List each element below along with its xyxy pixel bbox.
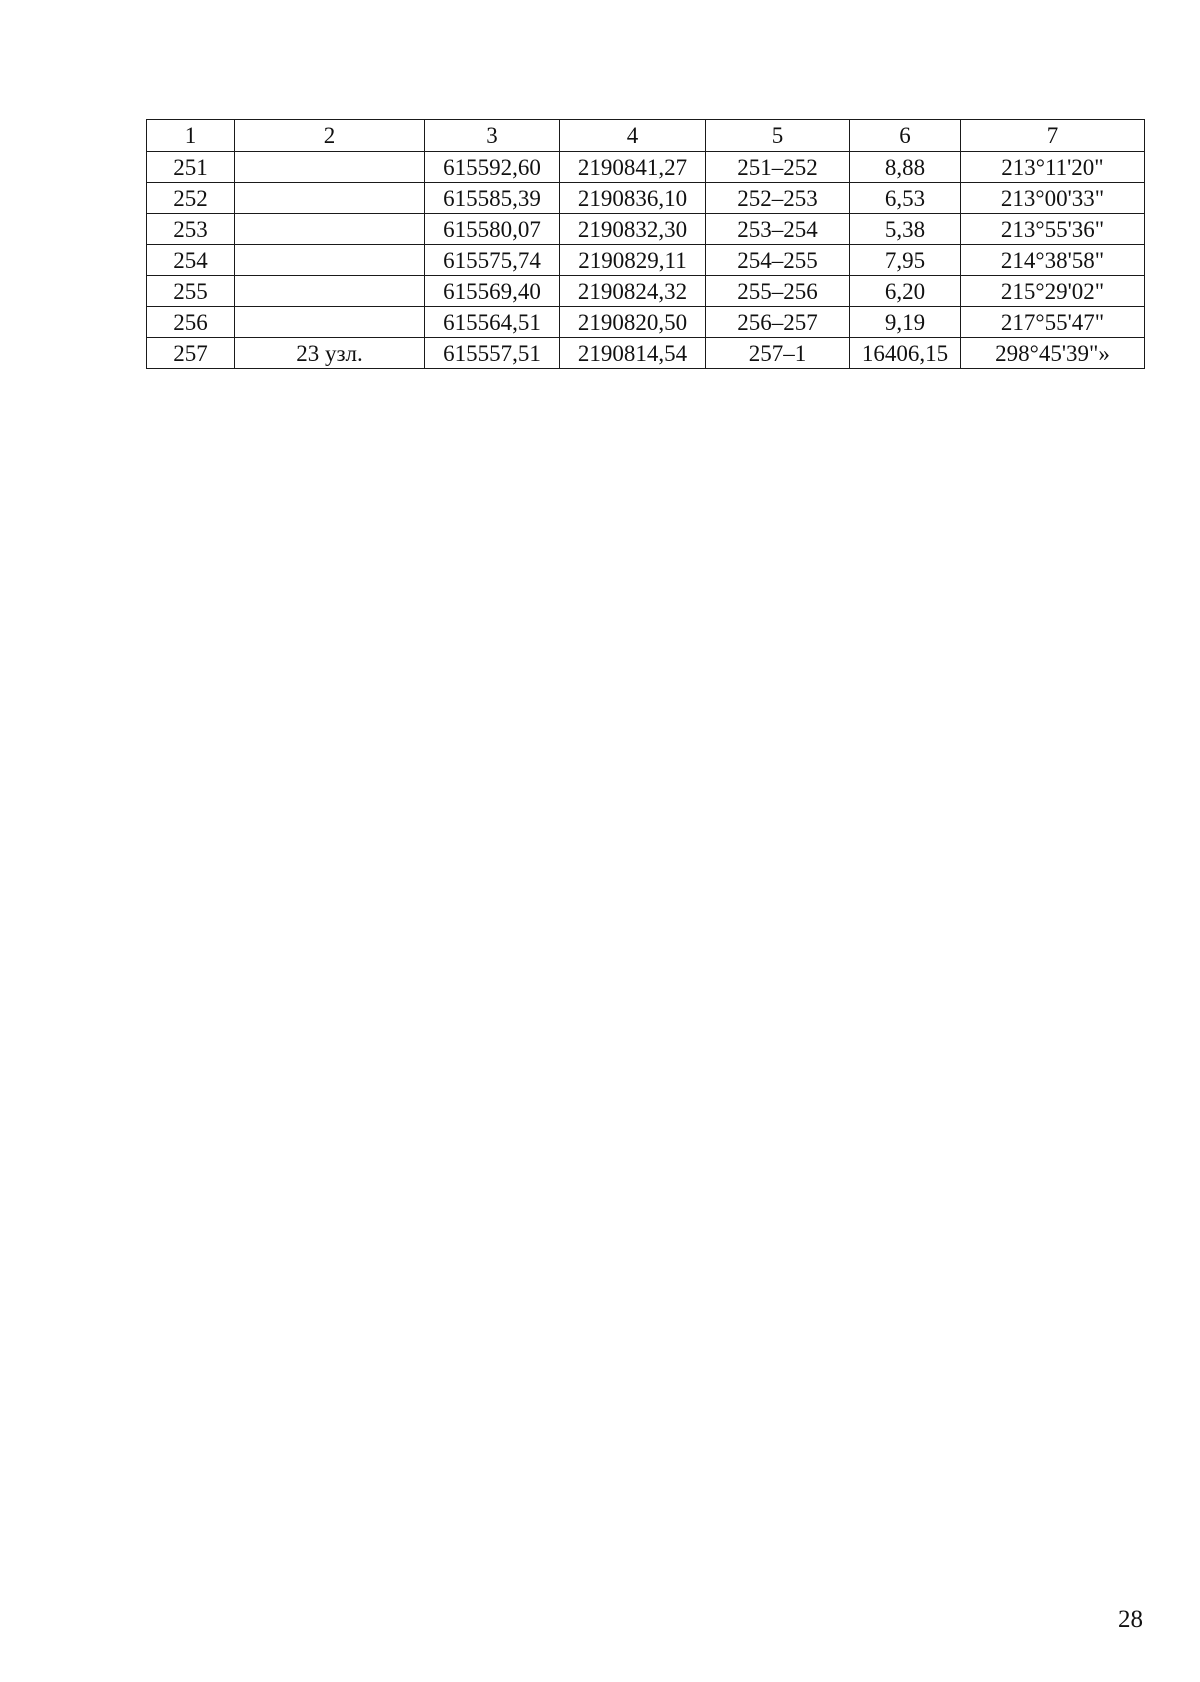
note-cell	[235, 214, 425, 245]
point-number-cell: 256	[147, 307, 235, 338]
table-row	[147, 245, 1145, 276]
point-number-cell: 255	[147, 276, 235, 307]
table-row	[147, 152, 1145, 183]
header-cell: 2	[235, 120, 425, 152]
note-cell: 23 узл.	[235, 338, 425, 369]
y-coordinate-cell: 2190832,30	[560, 214, 706, 245]
point-number-cell: 253	[147, 214, 235, 245]
table-row	[147, 214, 1145, 245]
x-coordinate-cell: 615592,60	[425, 152, 560, 183]
x-coordinate-cell: 615575,74	[425, 245, 560, 276]
segment-cell: 254–255	[706, 245, 850, 276]
bearing-cell: 214°38'58"	[961, 245, 1145, 276]
header-cell: 4	[560, 120, 706, 152]
length-cell: 5,38	[850, 214, 961, 245]
note-cell	[235, 276, 425, 307]
point-number-cell: 252	[147, 183, 235, 214]
segment-cell: 253–254	[706, 214, 850, 245]
table-row	[147, 307, 1145, 338]
segment-cell: 256–257	[706, 307, 850, 338]
header-cell: 6	[850, 120, 961, 152]
length-cell: 9,19	[850, 307, 961, 338]
bearing-cell: 215°29'02"	[961, 276, 1145, 307]
x-coordinate-cell: 615580,07	[425, 214, 560, 245]
note-cell	[235, 183, 425, 214]
table-row	[147, 183, 1145, 214]
table-header-row	[147, 120, 1145, 152]
y-coordinate-cell: 2190836,10	[560, 183, 706, 214]
length-cell: 8,88	[850, 152, 961, 183]
point-number-cell: 254	[147, 245, 235, 276]
x-coordinate-cell: 615557,51	[425, 338, 560, 369]
segment-cell: 257–1	[706, 338, 850, 369]
note-cell	[235, 152, 425, 183]
point-number-cell: 257	[147, 338, 235, 369]
y-coordinate-cell: 2190820,50	[560, 307, 706, 338]
table-row	[147, 276, 1145, 307]
x-coordinate-cell: 615569,40	[425, 276, 560, 307]
bearing-cell: 217°55'47"	[961, 307, 1145, 338]
length-cell: 6,20	[850, 276, 961, 307]
header-cell: 1	[147, 120, 235, 152]
segment-cell: 255–256	[706, 276, 850, 307]
table-row	[147, 338, 1145, 369]
x-coordinate-cell: 615564,51	[425, 307, 560, 338]
y-coordinate-cell: 2190824,32	[560, 276, 706, 307]
point-number-cell: 251	[147, 152, 235, 183]
header-cell: 3	[425, 120, 560, 152]
segment-cell: 251–252	[706, 152, 850, 183]
length-cell: 7,95	[850, 245, 961, 276]
y-coordinate-cell: 2190829,11	[560, 245, 706, 276]
segment-cell: 252–253	[706, 183, 850, 214]
y-coordinate-cell: 2190814,54	[560, 338, 706, 369]
coordinates-table	[146, 119, 1145, 369]
note-cell	[235, 245, 425, 276]
page-number: 28	[1118, 1606, 1143, 1633]
bearing-cell: 213°55'36"	[961, 214, 1145, 245]
y-coordinate-cell: 2190841,27	[560, 152, 706, 183]
header-cell: 5	[706, 120, 850, 152]
note-cell	[235, 307, 425, 338]
bearing-cell: 298°45'39"»	[961, 338, 1145, 369]
bearing-cell: 213°00'33"	[961, 183, 1145, 214]
length-cell: 16406,15	[850, 338, 961, 369]
x-coordinate-cell: 615585,39	[425, 183, 560, 214]
bearing-cell: 213°11'20"	[961, 152, 1145, 183]
header-cell: 7	[961, 120, 1145, 152]
length-cell: 6,53	[850, 183, 961, 214]
